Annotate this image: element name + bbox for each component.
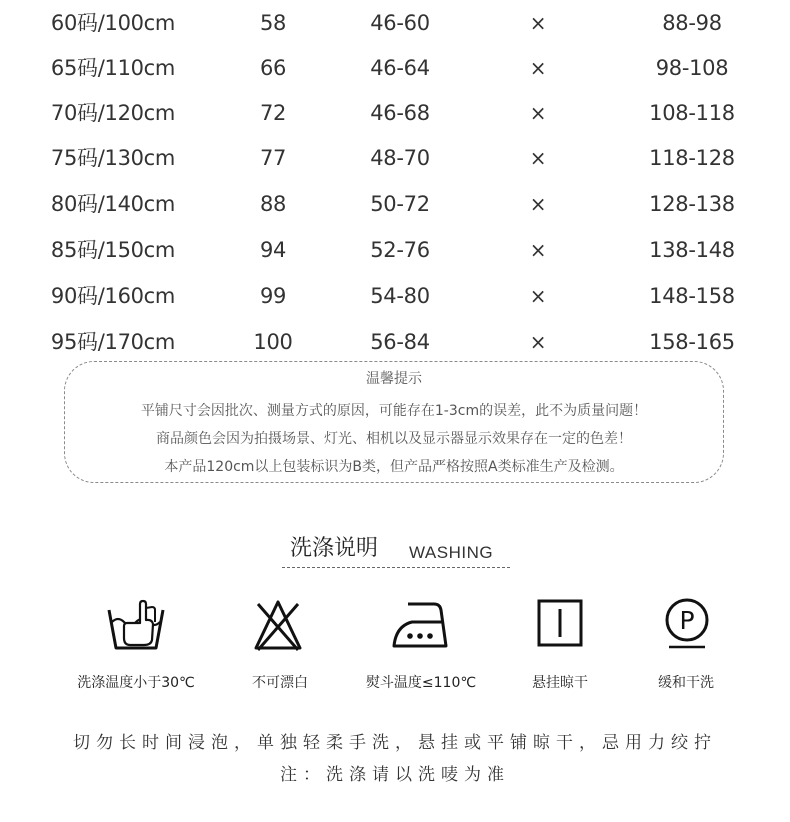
hand-wash-icon bbox=[106, 598, 166, 654]
table-row bbox=[0, 181, 790, 227]
mild-dry-clean-label: 缓和干洗 bbox=[658, 675, 714, 691]
value-cell: 77 bbox=[259, 146, 287, 170]
range-cell: 52-76 bbox=[370, 238, 430, 262]
range-cell: 54-80 bbox=[370, 284, 430, 308]
size-cell: 90码/160cm bbox=[50, 284, 176, 308]
no-bleach-icon bbox=[252, 598, 304, 652]
value-cell: 100 bbox=[253, 330, 293, 354]
size-cell: 75码/130cm bbox=[50, 146, 176, 170]
notice-title: 温馨提示 bbox=[366, 371, 422, 387]
washing-title-en: WASHING bbox=[409, 543, 494, 562]
table-row bbox=[0, 227, 790, 273]
height-cell: 108-118 bbox=[649, 101, 735, 125]
height-cell: 88-98 bbox=[662, 11, 722, 35]
size-cell: 70码/120cm bbox=[50, 101, 176, 125]
hang-dry-icon bbox=[536, 598, 584, 648]
size-cell: 85码/150cm bbox=[50, 238, 176, 262]
table-row bbox=[0, 45, 790, 91]
no-bleach-label: 不可漂白 bbox=[252, 675, 308, 691]
size-cell: 80码/140cm bbox=[50, 192, 176, 216]
hand-wash-label: 洗涤温度小于30℃ bbox=[77, 675, 195, 691]
care-instruction: 切勿长时间浸泡，单独轻柔手洗，悬挂或平铺晾干，忌用力绞拧 bbox=[73, 733, 717, 753]
size-cell: 95码/170cm bbox=[50, 330, 176, 354]
height-cell: 98-108 bbox=[655, 56, 729, 80]
table-row bbox=[0, 319, 790, 365]
mild-dry-clean-icon bbox=[663, 598, 711, 650]
height-cell: 128-138 bbox=[649, 192, 735, 216]
height-cell: 118-128 bbox=[649, 146, 735, 170]
size-cell: 65码/110cm bbox=[50, 56, 176, 80]
notice-line: 商品颜色会因为拍摄场景、灯光、相机以及显示器显示效果存在一定的色差！ bbox=[156, 431, 632, 447]
notice-line: 平铺尺寸会因批次、测量方式的原因，可能存在1-3cm的误差，此不为质量问题！ bbox=[140, 403, 648, 419]
range-cell: 56-84 bbox=[370, 330, 430, 354]
na-cell: × bbox=[529, 101, 547, 125]
na-cell: × bbox=[529, 11, 547, 35]
care-note: 注：洗涤请以洗唛为准 bbox=[280, 765, 510, 785]
size-cell: 60码/100cm bbox=[50, 11, 176, 35]
value-cell: 72 bbox=[259, 101, 287, 125]
na-cell: × bbox=[529, 56, 547, 80]
table-row bbox=[0, 90, 790, 136]
height-cell: 158-165 bbox=[649, 330, 735, 354]
range-cell: 46-60 bbox=[370, 11, 430, 35]
range-cell: 48-70 bbox=[370, 146, 430, 170]
table-row bbox=[0, 0, 790, 46]
na-cell: × bbox=[529, 146, 547, 170]
value-cell: 88 bbox=[259, 192, 287, 216]
range-cell: 46-68 bbox=[370, 101, 430, 125]
washing-heading bbox=[282, 531, 510, 568]
iron-icon bbox=[390, 598, 450, 650]
na-cell: × bbox=[529, 238, 547, 262]
height-cell: 138-148 bbox=[649, 238, 735, 262]
height-cell: 148-158 bbox=[649, 284, 735, 308]
value-cell: 94 bbox=[259, 238, 287, 262]
notice-line: 本产品120cm以上包装标识为B类，但产品严格按照A类标准生产及检测。 bbox=[164, 459, 624, 475]
value-cell: 99 bbox=[259, 284, 287, 308]
na-cell: × bbox=[529, 284, 547, 308]
notice-box bbox=[64, 361, 724, 483]
dry-clean-letter: P bbox=[679, 606, 695, 635]
washing-title-cn: 洗涤说明 bbox=[290, 536, 379, 561]
na-cell: × bbox=[529, 192, 547, 216]
value-cell: 58 bbox=[259, 11, 287, 35]
na-cell: × bbox=[529, 330, 547, 354]
range-cell: 50-72 bbox=[370, 192, 430, 216]
value-cell: 66 bbox=[259, 56, 287, 80]
hang-dry-label: 悬挂晾干 bbox=[532, 675, 588, 691]
table-row bbox=[0, 135, 790, 181]
range-cell: 46-64 bbox=[370, 56, 430, 80]
table-row bbox=[0, 273, 790, 319]
iron-label: 熨斗温度≤110℃ bbox=[365, 675, 477, 691]
